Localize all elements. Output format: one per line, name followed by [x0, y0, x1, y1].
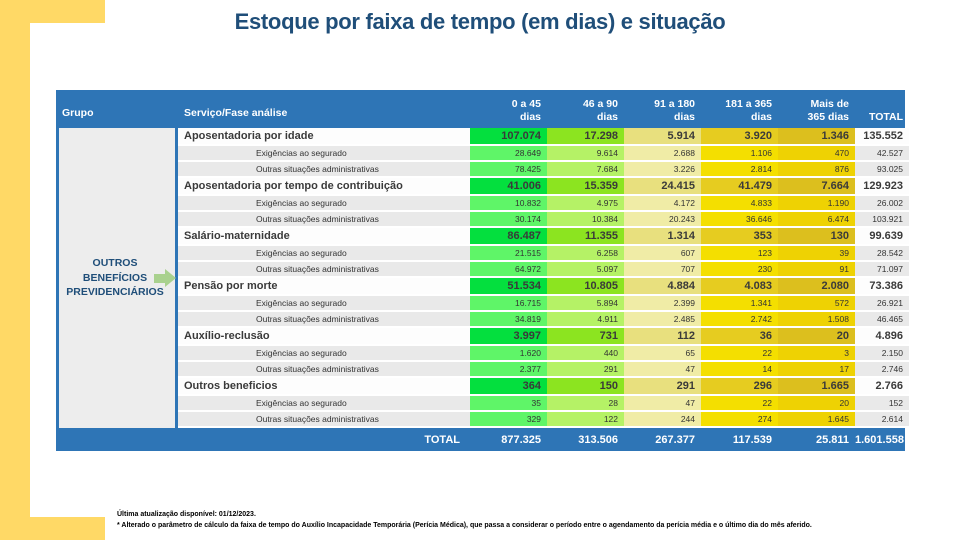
value-cell: 86.487: [470, 228, 547, 244]
value-cell: 2.814: [701, 162, 778, 176]
header-line: dias: [673, 110, 695, 123]
value-cell: 707: [624, 262, 701, 276]
table-row-sub: [178, 146, 905, 162]
table-row-main: [178, 378, 905, 396]
value-cell: 364: [470, 378, 547, 394]
value-cell: 1.620: [470, 346, 547, 360]
table-row-main: [178, 228, 905, 246]
value-cell: 36.646: [701, 212, 778, 226]
value-cell: 15.359: [547, 178, 624, 194]
value-cell: 20.243: [624, 212, 701, 226]
value-cell: 107.074: [470, 128, 547, 144]
table-row-sub: [178, 312, 905, 328]
value-cell: 112: [624, 328, 701, 344]
value-cell: 2.485: [624, 312, 701, 326]
table-row-sub: [178, 396, 905, 412]
decoration-yellow-bottom-bar: [0, 517, 105, 540]
row-label: Aposentadoria por tempo de contribuição: [178, 178, 470, 194]
value-cell: 122: [547, 412, 624, 426]
value-cell: 41.006: [470, 178, 547, 194]
value-cell: 17: [778, 362, 855, 376]
value-cell: 22: [701, 396, 778, 410]
row-total-cell: 135.552: [855, 128, 909, 144]
table-row-sub: [178, 162, 905, 178]
table-row-main: [178, 178, 905, 196]
value-cell: 4.911: [547, 312, 624, 326]
value-cell: 440: [547, 346, 624, 360]
header-line: 46 a 90: [582, 97, 618, 110]
header-col-181-365: [701, 90, 778, 128]
row-label: Aposentadoria por idade: [178, 128, 470, 144]
value-cell: 5.914: [624, 128, 701, 144]
row-label: Outras situações administrativas: [178, 212, 470, 226]
value-cell: 24.415: [624, 178, 701, 194]
value-cell: 572: [778, 296, 855, 310]
header-col-46-90: [547, 90, 624, 128]
header-total: [855, 90, 909, 128]
arrow-shaft: [154, 274, 165, 283]
value-cell: 47: [624, 396, 701, 410]
table-row-sub: [178, 296, 905, 312]
total-value: 267.377: [655, 433, 695, 446]
header-grupo: [56, 90, 178, 128]
right-arrow-icon: [154, 269, 176, 287]
total-value: 25.811: [815, 433, 849, 446]
table-header-row: [56, 90, 905, 128]
value-cell: 78.425: [470, 162, 547, 176]
row-total-cell: 26.002: [855, 196, 909, 210]
header-line: 0 a 45: [511, 97, 541, 110]
row-label: Exigências ao segurado: [178, 296, 470, 310]
row-total-cell: 2.746: [855, 362, 909, 376]
value-cell: 6.258: [547, 246, 624, 260]
header-servico: [178, 90, 470, 128]
value-cell: 123: [701, 246, 778, 260]
value-cell: 30.174: [470, 212, 547, 226]
total-value: 117.539: [732, 433, 772, 446]
value-cell: 5.097: [547, 262, 624, 276]
value-cell: 150: [547, 378, 624, 394]
footer-last-update: Última atualização disponível: 01/12/2023.: [117, 511, 256, 518]
value-cell: 731: [547, 328, 624, 344]
header-line: Mais de: [810, 97, 849, 110]
value-cell: 7.684: [547, 162, 624, 176]
header-grupo-label: Grupo: [62, 106, 94, 119]
stock-table: [56, 90, 905, 451]
value-cell: 22: [701, 346, 778, 360]
value-cell: 4.975: [547, 196, 624, 210]
group-label: OUTROS BENEFÍCIOS PREVIDENCIÁRIOS: [66, 256, 164, 299]
header-col-0-45: [470, 90, 547, 128]
row-label: Exigências ao segurado: [178, 346, 470, 360]
table-row-main: [178, 128, 905, 146]
footer: [117, 509, 947, 531]
total-row-label: TOTAL: [424, 433, 460, 446]
decoration-yellow-left-bar: [0, 0, 30, 540]
row-label: Exigências ao segurado: [178, 246, 470, 260]
row-total-cell: 26.921: [855, 296, 909, 310]
row-label: Exigências ao segurado: [178, 146, 470, 160]
value-cell: 36: [701, 328, 778, 344]
value-cell: 5.894: [547, 296, 624, 310]
row-label: Auxílio-reclusão: [178, 328, 470, 344]
value-cell: 2.399: [624, 296, 701, 310]
header-line: dias: [750, 110, 772, 123]
value-cell: 47: [624, 362, 701, 376]
value-cell: 3: [778, 346, 855, 360]
header-line: 181 a 365: [725, 97, 772, 110]
group-cell: [56, 128, 178, 428]
value-cell: 14: [701, 362, 778, 376]
value-cell: 10.384: [547, 212, 624, 226]
value-cell: 11.355: [547, 228, 624, 244]
row-total-cell: 2.150: [855, 346, 909, 360]
value-cell: 17.298: [547, 128, 624, 144]
value-cell: 3.226: [624, 162, 701, 176]
row-label: Outras situações administrativas: [178, 312, 470, 326]
header-line: 365 dias: [807, 110, 849, 123]
row-total-cell: 99.639: [855, 228, 909, 244]
row-label: Outras situações administrativas: [178, 362, 470, 376]
value-cell: 9.614: [547, 146, 624, 160]
row-total-cell: 93.025: [855, 162, 909, 176]
row-total-cell: 71.097: [855, 262, 909, 276]
page-title: Estoque por faixa de tempo (em dias) e situação: [234, 9, 726, 34]
header-col-mais-365: [778, 90, 855, 128]
row-total-cell: 42.527: [855, 146, 909, 160]
table-row-sub: [178, 262, 905, 278]
row-total-cell: 129.923: [855, 178, 909, 194]
header-col-91-180: [624, 90, 701, 128]
value-cell: 291: [547, 362, 624, 376]
row-label: Outros beneficios: [178, 378, 470, 394]
value-cell: 20: [778, 328, 855, 344]
value-cell: 4.833: [701, 196, 778, 210]
value-cell: 1.645: [778, 412, 855, 426]
header-line: TOTAL: [868, 110, 903, 123]
row-total-cell: 46.465: [855, 312, 909, 326]
value-cell: 35: [470, 396, 547, 410]
total-value: 1.601.558: [855, 433, 904, 446]
value-cell: 1.341: [701, 296, 778, 310]
value-cell: 130: [778, 228, 855, 244]
row-label: Outras situações administrativas: [178, 412, 470, 426]
row-total-cell: 73.386: [855, 278, 909, 294]
value-cell: 329: [470, 412, 547, 426]
total-value: 313.506: [578, 433, 618, 446]
table-row-sub: [178, 346, 905, 362]
total-value: 877.325: [501, 433, 541, 446]
header-servico-label: Serviço/Fase análise: [184, 106, 288, 119]
value-cell: 65: [624, 346, 701, 360]
row-total-cell: 2.766: [855, 378, 909, 394]
value-cell: 2.742: [701, 312, 778, 326]
table-row-main: [178, 328, 905, 346]
value-cell: 291: [624, 378, 701, 394]
value-cell: 91: [778, 262, 855, 276]
table-row-sub: [178, 362, 905, 378]
table-row-sub: [178, 412, 905, 428]
value-cell: 296: [701, 378, 778, 394]
value-cell: 7.664: [778, 178, 855, 194]
value-cell: 28: [547, 396, 624, 410]
row-total-cell: 152: [855, 396, 909, 410]
value-cell: 4.083: [701, 278, 778, 294]
row-label: Exigências ao segurado: [178, 196, 470, 210]
value-cell: 1.190: [778, 196, 855, 210]
value-cell: 1.665: [778, 378, 855, 394]
row-total-cell: 4.896: [855, 328, 909, 344]
row-label: Salário-maternidade: [178, 228, 470, 244]
row-label: Outras situações administrativas: [178, 162, 470, 176]
value-cell: 41.479: [701, 178, 778, 194]
value-cell: 876: [778, 162, 855, 176]
value-cell: 39: [778, 246, 855, 260]
header-line: dias: [596, 110, 618, 123]
value-cell: 1.106: [701, 146, 778, 160]
row-total-cell: 28.542: [855, 246, 909, 260]
header-line: 91 a 180: [654, 97, 695, 110]
value-cell: 2.377: [470, 362, 547, 376]
header-line: dias: [519, 110, 541, 123]
value-cell: 1.314: [624, 228, 701, 244]
arrow-head: [165, 269, 176, 287]
value-cell: 353: [701, 228, 778, 244]
value-cell: 607: [624, 246, 701, 260]
value-cell: 51.534: [470, 278, 547, 294]
value-cell: 21.515: [470, 246, 547, 260]
value-cell: 10.832: [470, 196, 547, 210]
value-cell: 274: [701, 412, 778, 426]
value-cell: 244: [624, 412, 701, 426]
row-total-cell: 2.614: [855, 412, 909, 426]
value-cell: 3.997: [470, 328, 547, 344]
value-cell: 10.805: [547, 278, 624, 294]
value-cell: 16.715: [470, 296, 547, 310]
table-row-main: [178, 278, 905, 296]
value-cell: 470: [778, 146, 855, 160]
table-row-sub: [178, 212, 905, 228]
value-cell: 20: [778, 396, 855, 410]
row-label: Exigências ao segurado: [178, 396, 470, 410]
value-cell: 3.920: [701, 128, 778, 144]
value-cell: 1.346: [778, 128, 855, 144]
table-row-sub: [178, 196, 905, 212]
row-label: Outras situações administrativas: [178, 262, 470, 276]
value-cell: 4.884: [624, 278, 701, 294]
value-cell: 34.819: [470, 312, 547, 326]
footer-note: * Alterado o parâmetro de cálculo da faixa de tempo do Auxílio Incapacidade Temporária (Perícia Médica), que passa a considerar o período entre o agendamento da perícia média e o último dia do mês aferido.: [117, 522, 812, 530]
value-cell: 2.080: [778, 278, 855, 294]
table-body: [56, 128, 905, 428]
row-total-cell: 103.921: [855, 212, 909, 226]
value-cell: 230: [701, 262, 778, 276]
value-cell: 6.474: [778, 212, 855, 226]
value-cell: 1.508: [778, 312, 855, 326]
table-row-sub: [178, 246, 905, 262]
value-cell: 64.972: [470, 262, 547, 276]
row-label: Pensão por morte: [178, 278, 470, 294]
value-cell: 2.688: [624, 146, 701, 160]
value-cell: 28.649: [470, 146, 547, 160]
value-cell: 4.172: [624, 196, 701, 210]
total-row: [56, 428, 905, 451]
